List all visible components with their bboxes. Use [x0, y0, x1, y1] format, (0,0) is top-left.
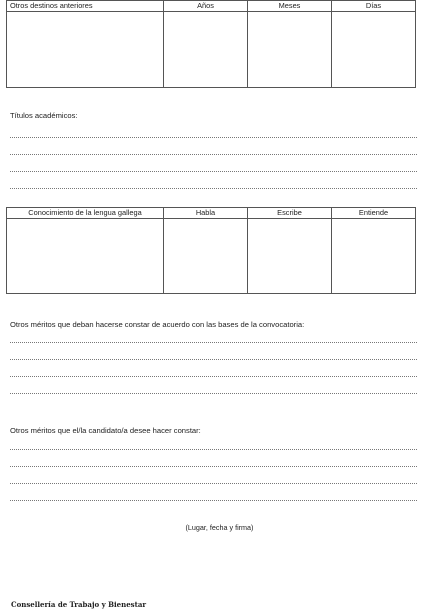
candidato-line-1[interactable]: [10, 449, 417, 450]
cell-escribe[interactable]: [248, 219, 332, 294]
header-entiende: Entiende: [332, 208, 416, 219]
header-habla: Habla: [164, 208, 248, 219]
titulos-line-3[interactable]: [10, 171, 417, 172]
signature-note: (Lugar, fecha y firma): [185, 523, 254, 532]
cell-habla[interactable]: [164, 219, 248, 294]
header-escribe: Escribe: [248, 208, 332, 219]
titulos-label: Títulos académicos:: [10, 111, 78, 120]
header-conocimiento-lengua: Conocimiento de la lengua gallega: [7, 208, 164, 219]
header-otros-destinos: Otros destinos anteriores: [7, 1, 164, 12]
otros-meritos-candidato-label: Otros méritos que el/la candidato/a desee hacer constar:: [10, 426, 201, 435]
cell-meses[interactable]: [248, 12, 332, 88]
cell-lengua[interactable]: [7, 219, 164, 294]
titulos-line-2[interactable]: [10, 154, 417, 155]
candidato-line-4[interactable]: [10, 500, 417, 501]
bases-line-4[interactable]: [10, 393, 417, 394]
destinos-table: [6, 0, 416, 88]
header-anos: Años: [164, 1, 248, 12]
otros-meritos-bases-label: Otros méritos que deban hacerse constar de acuerdo con las bases de la convocatoria:: [10, 320, 305, 329]
header-dias: Días: [332, 1, 416, 12]
lengua-table: [6, 207, 416, 294]
titulos-line-1[interactable]: [10, 137, 417, 138]
titulos-line-4[interactable]: [10, 188, 417, 189]
bases-line-3[interactable]: [10, 376, 417, 377]
cell-destinos[interactable]: [7, 12, 164, 88]
cell-entiende[interactable]: [332, 219, 416, 294]
cell-anos[interactable]: [164, 12, 248, 88]
candidato-line-3[interactable]: [10, 483, 417, 484]
header-meses: Meses: [248, 1, 332, 12]
bases-line-2[interactable]: [10, 359, 417, 360]
bases-line-1[interactable]: [10, 342, 417, 343]
footer-department: Consellería de Trabajo y Bienestar: [11, 600, 147, 609]
candidato-line-2[interactable]: [10, 466, 417, 467]
cell-dias[interactable]: [332, 12, 416, 88]
